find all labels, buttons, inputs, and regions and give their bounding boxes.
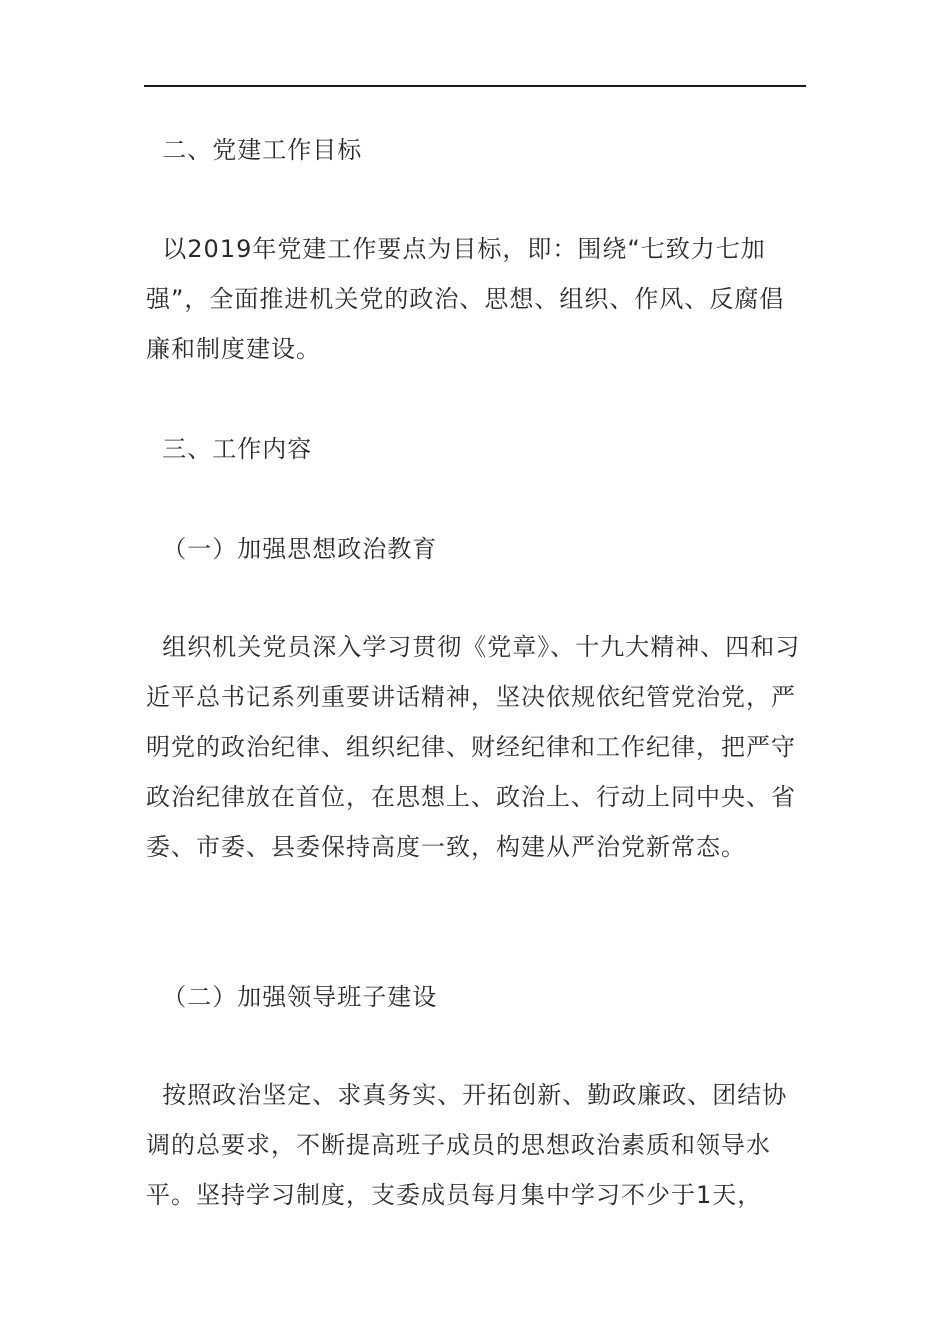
paragraph-goals: 以2019年党建工作要点为目标，即：围绕“七致力七加强”，全面推进机关党的政治、思想、组织、作风、反腐倡廉和制度建设。 xyxy=(146,235,785,363)
top-rule xyxy=(144,85,806,87)
heading-work-content: 三、工作内容 xyxy=(162,435,313,463)
paragraph-leadership: 按照政治坚定、求真务实、开拓创新、勤政廉政、团结协调的总要求，不断提高班子成员的思想政治素质和领导水平。坚持学习制度，支委成员每月集中学习不少于1天， xyxy=(146,1081,788,1209)
heading-work-goals: 二、党建工作目标 xyxy=(162,136,363,164)
section-title-education: （一）加强思想政治教育 xyxy=(162,535,438,563)
section-title-leadership: （二）加强领导班子建设 xyxy=(162,983,438,1011)
paragraph-education: 组织机关党员深入学习贯彻《党章》、十九大精神、四和习近平总书记系列重要讲话精神，坚决依规依纪管党治党，严明党的政治纪律、组织纪律、财经纪律和工作纪律，把严守政治纪律放在首位，在思想上、政治上、行动上同中央、省委、市委、县委保持高度一致，构建从严治党新常态。 xyxy=(146,633,801,861)
